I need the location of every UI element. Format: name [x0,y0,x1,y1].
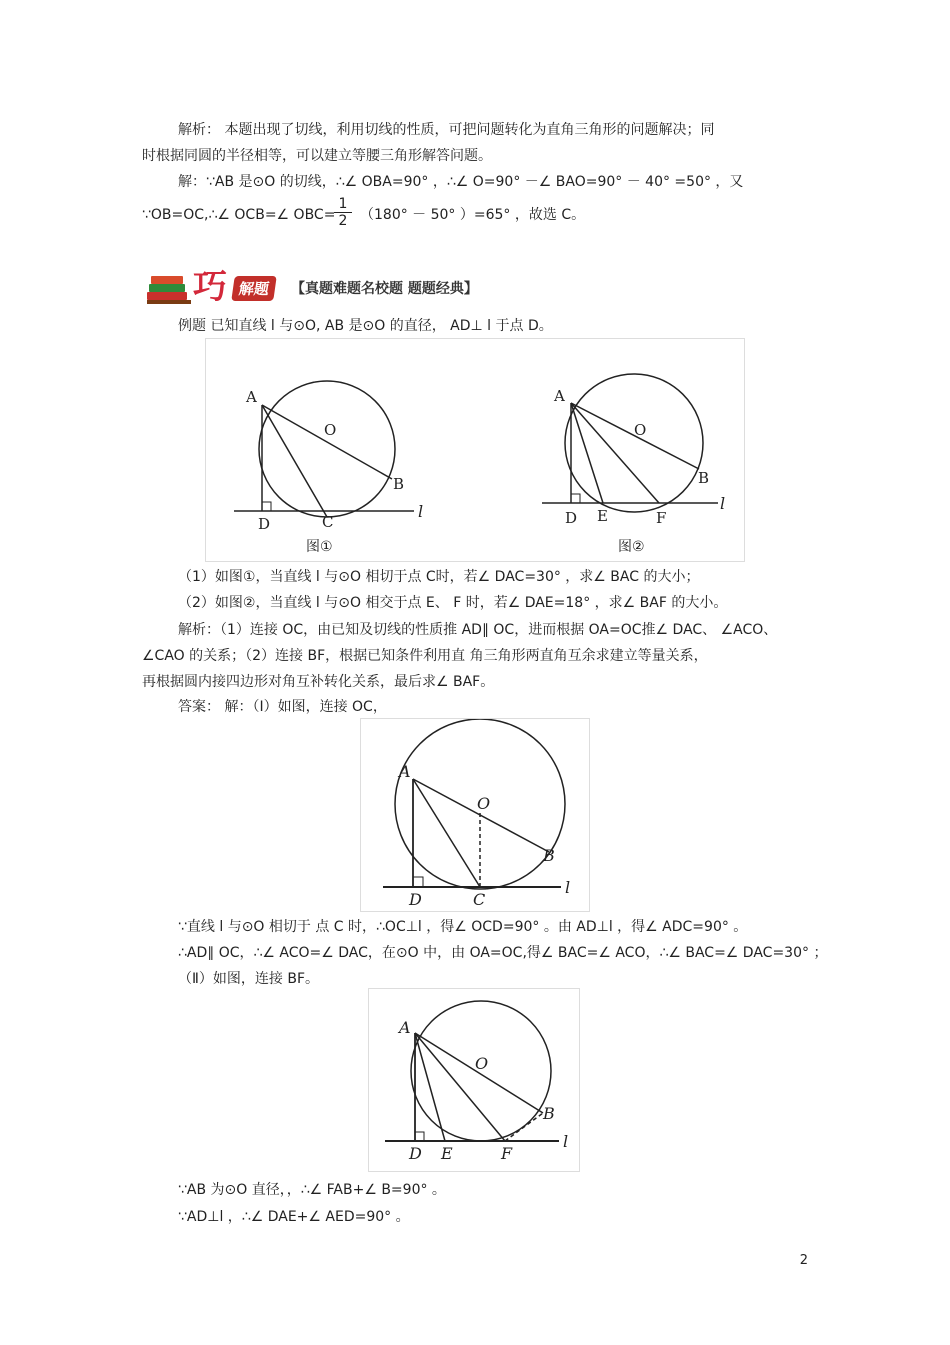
figure-4 [368,988,580,1172]
example-stem: 例题 已知直线 l 与⊙O, AB 是⊙O 的直径， AD⊥ l 于点 D。 [178,318,553,334]
fig1-label-o: O [324,421,337,439]
fig4-label-l: l [563,1132,569,1151]
fig4-label-b: B [543,1104,555,1123]
answer-step-3: （Ⅱ）如图，连接 BF。 [178,971,319,987]
fig1-label-b: B [393,475,405,493]
fig1-label-c: C [322,513,334,531]
fig2-label-o: O [634,421,647,439]
fig3-label-b: B [543,846,555,865]
fig2-label-d: D [565,509,578,527]
analysis-line-1: 解析： 本题出现了切线，利用切线的性质，可把问题转化为直角三角形的问题解决；同 [178,122,715,138]
fig3-label-a: A [399,762,411,781]
fraction-denominator: 2 [334,212,352,229]
fig4-label-f: F [501,1144,513,1163]
analysis2-line-2: ∠CAO 的关系；（2）连接 BF，根据已知条件利用直 角三角形两直角互余求建立等量关系， [142,648,708,664]
section-banner [145,268,565,308]
figure-panel-1-2 [205,338,745,562]
fig2-label-b: B [698,469,710,487]
banner-big-char: 巧 [193,267,227,307]
fig3-label-o: O [477,794,491,813]
fig1-label-d: D [258,515,271,533]
fig1-label-a: A [246,388,257,406]
fig3-label-l: l [565,878,571,897]
solution-line-1: 解：∵AB 是⊙O 的切线，∴∠ OBA=90° ，∴∠ O=90° －∠ BAO=90° － 40° =50° ，又 [178,174,744,190]
question-1: （1）如图①，当直线 l 与⊙O 相切于点 C时，若∠ DAC=30° ，求∠ BAC 的大小； [178,569,700,585]
fig2-caption: 图② [618,539,645,555]
fig3-label-d: D [409,890,422,909]
banner-subtitle: 【真题难题名校题 题题经典】 [291,281,478,297]
analysis2-line-1: 解析：（1）连接 OC，由已知及切线的性质推 AD∥ OC，进而根据 OA=OC推∠ DAC、 ∠ACO、 [178,622,778,638]
fig4-label-d: D [409,1144,422,1163]
solution-line-2b: （180° － 50° ）=65° ，故选 C。 [360,207,586,223]
fig1-label-l: l [418,502,424,521]
figure-3 [360,718,590,912]
banner-tag: 解题 [231,276,277,301]
analysis2-line-3: 再根据圆内接四边形对角互补转化关系，最后求∠ BAF。 [142,674,495,690]
figure-3-diagram [361,719,589,911]
fraction-numerator: 1 [338,196,348,212]
figure-1-2-diagram [206,339,744,561]
fig2-label-f: F [656,509,667,527]
figure-2 [542,374,725,555]
fig4-label-a: A [399,1018,411,1037]
answer-step-1: ∵直线 l 与⊙O 相切于 点 C 时，∴OC⊥l ，得∠ OCD=90° 。由 AD⊥l ，得∠ ADC=90° 。 [178,919,748,935]
solution-line-2a: ∵OB=OC,∴∠ OCB=∠ OBC= [142,207,336,223]
fig4-label-e: E [441,1144,453,1163]
fig2-label-a: A [554,387,565,405]
fig4-label-o: O [475,1054,489,1073]
fig1-caption: 图① [306,539,333,555]
fraction [334,196,352,229]
figure-4-diagram [369,989,579,1171]
answer-intro: 答案： 解：（Ⅰ）如图，连接 OC， [178,699,387,715]
question-2: （2）如图②，当直线 l 与⊙O 相交于点 E、 F 时，若∠ DAE=18° ，求∠ BAF 的大小。 [178,595,728,611]
fig3-label-c: C [473,890,486,909]
answer-step-2: ∴AD∥ OC，∴∠ ACO=∠ DAC，在⊙O 中，由 OA=OC,得∠ BAC=∠ ACO，∴∠ BAC=∠ DAC=30° ； [178,945,828,961]
answer-step-5: ∵AD⊥l ，∴∠ DAE+∠ AED=90° 。 [178,1209,410,1225]
figure-1 [234,381,423,555]
fig2-label-l: l [720,494,726,513]
analysis-line-2: 时根据同圆的半径相等，可以建立等腰三角形解答问题。 [142,148,492,164]
answer-step-4: ∵AB 为⊙O 直径，，∴∠ FAB+∠ B=90° 。 [178,1182,446,1198]
fig2-label-e: E [597,507,608,525]
page-number: 2 [799,1253,808,1268]
